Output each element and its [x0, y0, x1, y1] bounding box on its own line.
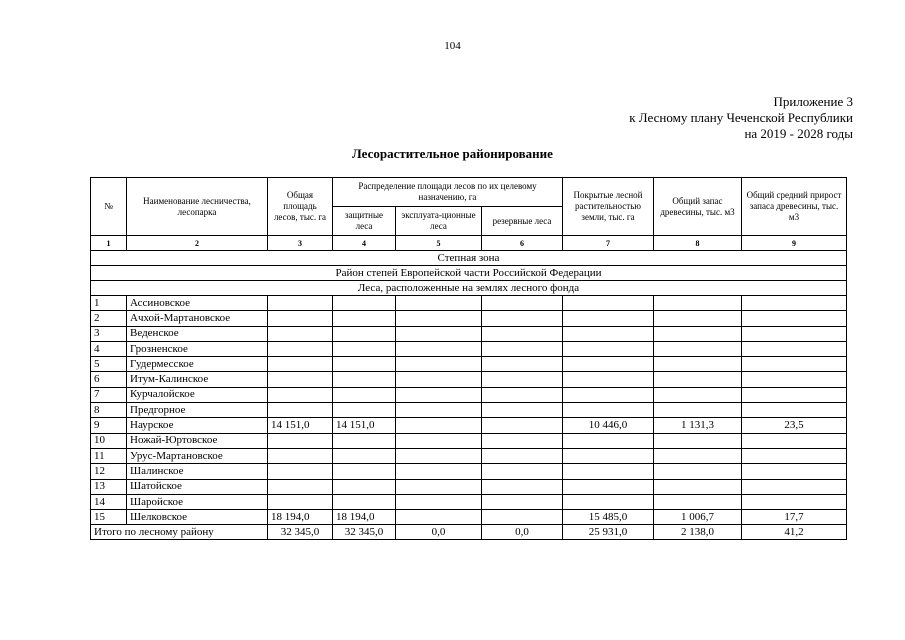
table-row	[91, 326, 847, 341]
forestry-name-cell: Итум-Калинское	[127, 372, 268, 387]
column-number: 4	[333, 236, 396, 251]
row-number-cell: 4	[91, 341, 127, 356]
total-row	[91, 525, 847, 540]
row-number-cell: 13	[91, 479, 127, 494]
reserve-cell	[482, 479, 563, 494]
table-row	[91, 510, 847, 525]
reserve-cell	[482, 387, 563, 402]
table-row	[91, 418, 847, 433]
table-row	[91, 387, 847, 402]
growth-cell	[742, 341, 847, 356]
forestry-name-cell: Ножай-Юртовское	[127, 433, 268, 448]
reserve-cell	[482, 418, 563, 433]
protective-cell	[333, 448, 396, 463]
total-area-cell: 32 345,0	[268, 525, 333, 540]
growth-cell	[742, 387, 847, 402]
table-row	[91, 433, 847, 448]
header-growth: Общий средний прирост запаса древесины, тыс. м3	[742, 178, 847, 236]
total-stock-cell: 2 138,0	[654, 525, 742, 540]
reserve-cell	[482, 464, 563, 479]
exploitation-cell	[396, 510, 482, 525]
exploitation-cell	[396, 464, 482, 479]
header-protective: защитные леса	[333, 207, 396, 236]
reserve-cell	[482, 494, 563, 509]
protective-cell	[333, 296, 396, 311]
column-number: 2	[127, 236, 268, 251]
table-row	[91, 372, 847, 387]
row-number-cell: 15	[91, 510, 127, 525]
total-area-cell	[268, 448, 333, 463]
growth-cell	[742, 311, 847, 326]
protective-cell	[333, 341, 396, 356]
column-number: 6	[482, 236, 563, 251]
covered-cell	[563, 494, 654, 509]
total-area-cell: 18 194,0	[268, 510, 333, 525]
exploitation-cell	[396, 494, 482, 509]
forestry-name-cell: Урус-Мартановское	[127, 448, 268, 463]
reserve-cell	[482, 357, 563, 372]
total-growth-cell: 41,2	[742, 525, 847, 540]
forestry-name-cell: Ассиновское	[127, 296, 268, 311]
table-row	[91, 448, 847, 463]
protective-cell	[333, 464, 396, 479]
covered-cell: 10 446,0	[563, 418, 654, 433]
table-row	[91, 341, 847, 356]
covered-cell	[563, 464, 654, 479]
total-area-cell: 14 151,0	[268, 418, 333, 433]
protective-cell	[333, 403, 396, 418]
table-row	[91, 479, 847, 494]
protective-cell: 14 151,0	[333, 418, 396, 433]
table-row	[91, 494, 847, 509]
total-area-cell	[268, 357, 333, 372]
exploitation-cell	[396, 418, 482, 433]
protective-cell	[333, 326, 396, 341]
growth-cell: 17,7	[742, 510, 847, 525]
row-number-cell: 9	[91, 418, 127, 433]
protective-cell	[333, 372, 396, 387]
growth-cell	[742, 448, 847, 463]
growth-cell	[742, 464, 847, 479]
table-row	[91, 403, 847, 418]
total-covered-cell: 25 931,0	[563, 525, 654, 540]
table-row	[91, 357, 847, 372]
covered-cell	[563, 326, 654, 341]
stock-cell	[654, 341, 742, 356]
growth-cell	[742, 433, 847, 448]
document-title: Лесорастительное районирование	[352, 146, 553, 161]
forestry-name-cell: Шалинское	[127, 464, 268, 479]
reserve-cell	[482, 510, 563, 525]
column-number: 5	[396, 236, 482, 251]
forestry-name-cell: Грозненское	[127, 341, 268, 356]
covered-cell	[563, 311, 654, 326]
total-area-cell	[268, 403, 333, 418]
column-number: 3	[268, 236, 333, 251]
covered-cell	[563, 387, 654, 402]
row-number-cell: 14	[91, 494, 127, 509]
row-number-cell: 8	[91, 403, 127, 418]
forestry-name-cell: Предгорное	[127, 403, 268, 418]
stock-cell	[654, 311, 742, 326]
row-number-cell: 11	[91, 448, 127, 463]
exploitation-cell	[396, 448, 482, 463]
header-name: Наименование лесничества, лесопарка	[127, 178, 268, 236]
growth-cell: 23,5	[742, 418, 847, 433]
total-area-cell	[268, 464, 333, 479]
table-row	[91, 296, 847, 311]
total-area-cell	[268, 387, 333, 402]
total-area-cell	[268, 494, 333, 509]
stock-cell: 1 006,7	[654, 510, 742, 525]
forestry-name-cell: Ачхой-Мартановское	[127, 311, 268, 326]
reserve-cell	[482, 326, 563, 341]
section-lands: Леса, расположенные на землях лесного фонда	[91, 281, 847, 296]
stock-cell	[654, 372, 742, 387]
total-area-cell	[268, 372, 333, 387]
exploitation-cell	[396, 403, 482, 418]
forestry-name-cell: Веденское	[127, 326, 268, 341]
exploitation-cell	[396, 372, 482, 387]
forestry-name-cell: Наурское	[127, 418, 268, 433]
reserve-cell	[482, 296, 563, 311]
total-area-cell	[268, 341, 333, 356]
protective-cell	[333, 357, 396, 372]
exploitation-cell	[396, 387, 482, 402]
forestry-name-cell: Гудермесское	[127, 357, 268, 372]
growth-cell	[742, 479, 847, 494]
covered-cell	[563, 357, 654, 372]
header-covered: Покрытые лесной растительностью земли, тыс. га	[563, 178, 654, 236]
row-number-cell: 5	[91, 357, 127, 372]
total-label: Итого по лесному району	[91, 525, 268, 540]
page-number: 104	[444, 40, 461, 52]
stock-cell	[654, 448, 742, 463]
header-distribution: Распределение площади лесов по их целевому назначению, га	[333, 178, 563, 207]
column-number: 7	[563, 236, 654, 251]
protective-cell	[333, 311, 396, 326]
row-number-cell: 7	[91, 387, 127, 402]
reserve-cell	[482, 433, 563, 448]
covered-cell	[563, 403, 654, 418]
growth-cell	[742, 326, 847, 341]
stock-cell: 1 131,3	[654, 418, 742, 433]
header-no: №	[91, 178, 127, 236]
total-area-cell	[268, 479, 333, 494]
column-number: 8	[654, 236, 742, 251]
exploitation-cell	[396, 357, 482, 372]
covered-cell	[563, 433, 654, 448]
stock-cell	[654, 326, 742, 341]
stock-cell	[654, 296, 742, 311]
header-stock: Общий запас древесины, тыс. м3	[654, 178, 742, 236]
growth-cell	[742, 494, 847, 509]
row-number-cell: 12	[91, 464, 127, 479]
section-zone: Степная зона	[91, 251, 847, 266]
row-number-cell: 2	[91, 311, 127, 326]
total-area-cell	[268, 433, 333, 448]
stock-cell	[654, 387, 742, 402]
stock-cell	[654, 357, 742, 372]
total-protective-cell: 32 345,0	[333, 525, 396, 540]
growth-cell	[742, 357, 847, 372]
header-exploitation: эксплуата-ционные леса	[396, 207, 482, 236]
protective-cell: 18 194,0	[333, 510, 396, 525]
row-number-cell: 10	[91, 433, 127, 448]
header-total-area: Общая площадь лесов, тыс. га	[268, 178, 333, 236]
header-reserve: резервные леса	[482, 207, 563, 236]
total-reserve-cell: 0,0	[482, 525, 563, 540]
stock-cell	[654, 403, 742, 418]
growth-cell	[742, 372, 847, 387]
exploitation-cell	[396, 311, 482, 326]
stock-cell	[654, 494, 742, 509]
table-row	[91, 311, 847, 326]
covered-cell	[563, 372, 654, 387]
annex-line: к Лесному плану Чеченской Республики	[629, 110, 853, 125]
forest-zoning-table	[90, 177, 847, 540]
stock-cell	[654, 433, 742, 448]
annex-line: на 2019 - 2028 годы	[744, 126, 853, 141]
reserve-cell	[482, 448, 563, 463]
stock-cell	[654, 464, 742, 479]
total-area-cell	[268, 296, 333, 311]
covered-cell: 15 485,0	[563, 510, 654, 525]
growth-cell	[742, 296, 847, 311]
protective-cell	[333, 433, 396, 448]
covered-cell	[563, 341, 654, 356]
row-number-cell: 3	[91, 326, 127, 341]
column-number: 1	[91, 236, 127, 251]
exploitation-cell	[396, 433, 482, 448]
column-number: 9	[742, 236, 847, 251]
reserve-cell	[482, 341, 563, 356]
forestry-name-cell: Шаройское	[127, 494, 268, 509]
total-area-cell	[268, 326, 333, 341]
reserve-cell	[482, 403, 563, 418]
table-row	[91, 464, 847, 479]
forestry-name-cell: Шатойское	[127, 479, 268, 494]
exploitation-cell	[396, 341, 482, 356]
reserve-cell	[482, 311, 563, 326]
stock-cell	[654, 479, 742, 494]
row-number-cell: 1	[91, 296, 127, 311]
covered-cell	[563, 448, 654, 463]
total-area-cell	[268, 311, 333, 326]
exploitation-cell	[396, 479, 482, 494]
forestry-name-cell: Курчалойское	[127, 387, 268, 402]
protective-cell	[333, 494, 396, 509]
protective-cell	[333, 387, 396, 402]
exploitation-cell	[396, 326, 482, 341]
covered-cell	[563, 479, 654, 494]
growth-cell	[742, 403, 847, 418]
reserve-cell	[482, 372, 563, 387]
annex-block	[629, 94, 853, 142]
section-region: Район степей Европейской части Российской Федерации	[91, 266, 847, 281]
exploitation-cell	[396, 296, 482, 311]
forestry-name-cell: Шелковское	[127, 510, 268, 525]
total-exploitation-cell: 0,0	[396, 525, 482, 540]
covered-cell	[563, 296, 654, 311]
annex-line: Приложение 3	[773, 94, 853, 109]
row-number-cell: 6	[91, 372, 127, 387]
protective-cell	[333, 479, 396, 494]
